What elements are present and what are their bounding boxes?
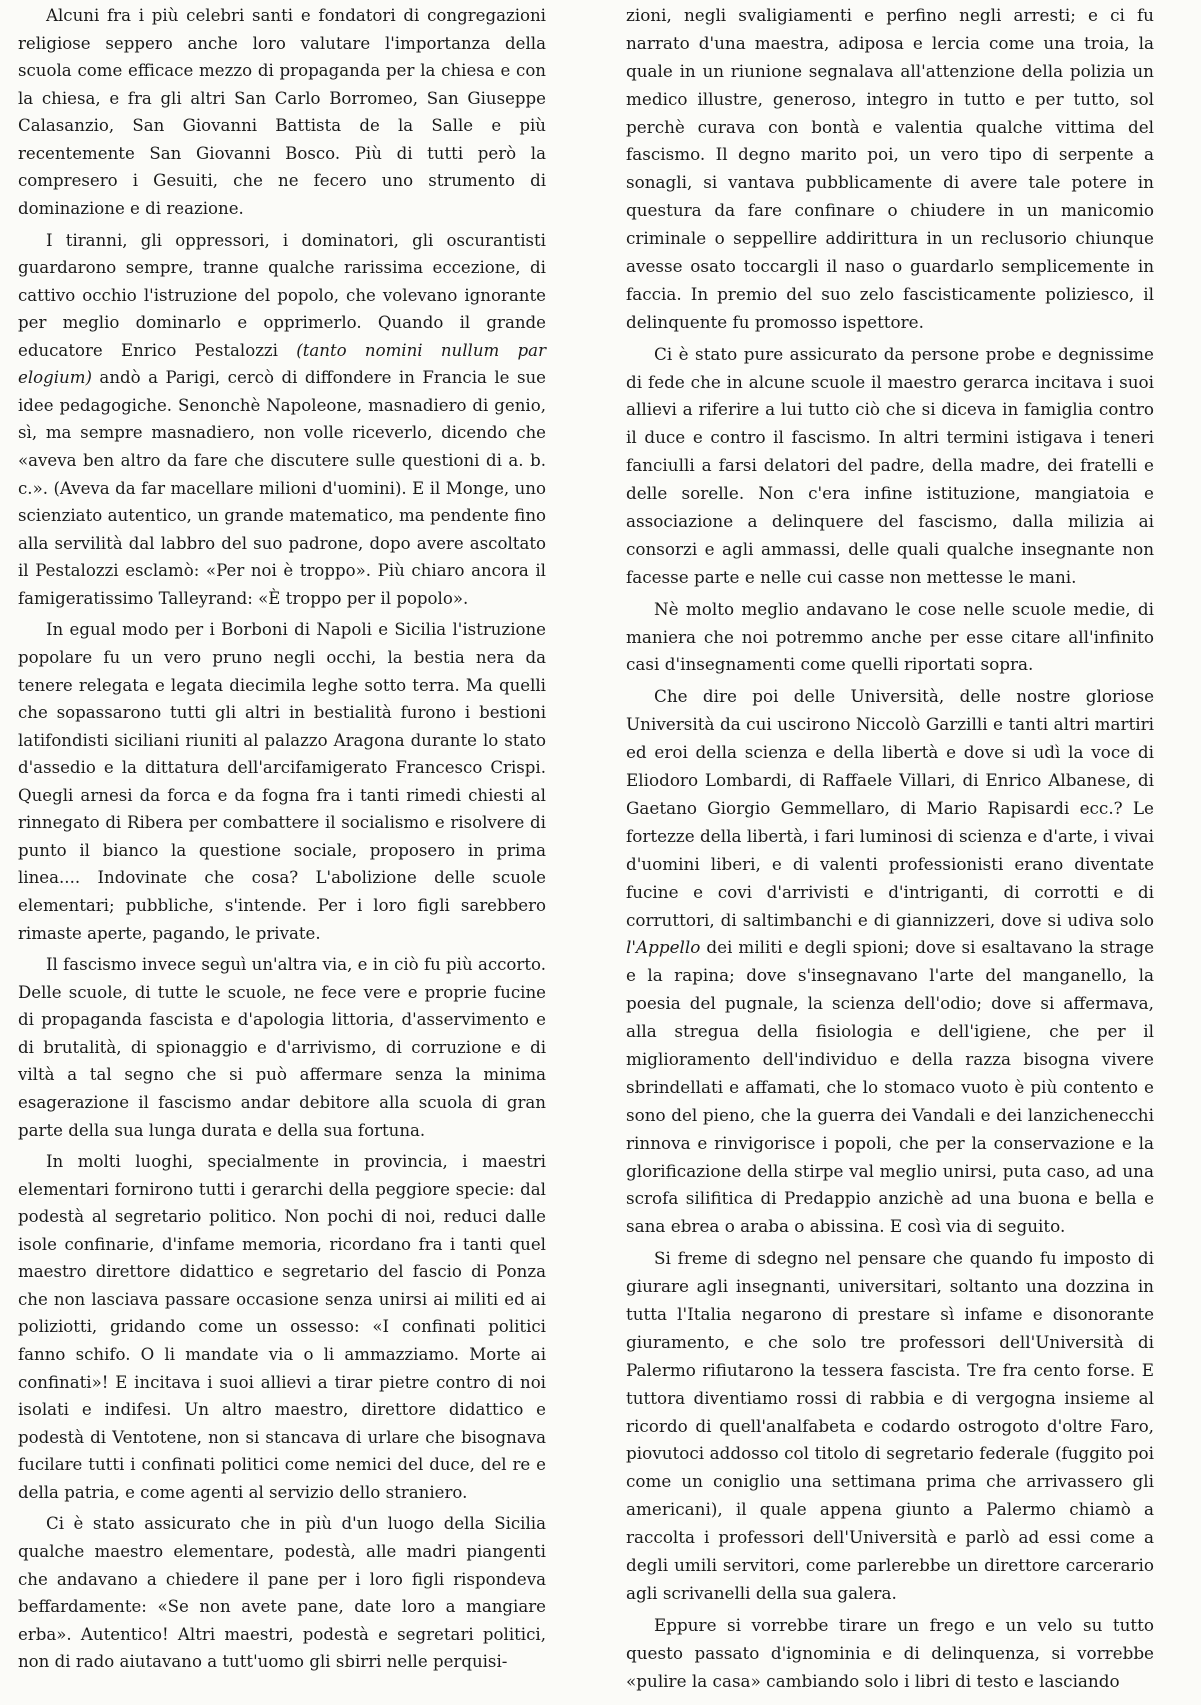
text-run: Che dire poi delle Università, delle nostre gloriose Università da cui uscirono Niccolò Garzilli e tanti altri martiri ed eroi della scienza e della libertà e dove si udì la voce di Eliodoro Lombardi, di Raffaele Villari, di Enrico Albanese, di Gaetano Giorgio Gemmellaro, di Mario Rapisardi ecc.? Le fortezze della libertà, i fari luminosi di scienza e d'arte, i vivai d'uomini liberi, e di valenti professionisti erano diventate fucine e covi d'arrivisti e d'intriganti, di corrotti e di corruttori, di saltimbanchi e di giannizzeri, dove si udiva solo [626, 686, 1154, 930]
text-run: andò a Parigi, cercò di diffondere in Francia le sue idee pedagogiche. Senonchè Napoleone, masnadiero di genio, sì, ma sempre masnadiero, non volle riceverlo, dicendo che «aveva ben altro da fare che discutere sulle questioni di a. b. c.». (Aveva da far macellare milioni d'uomini). E il Monge, uno scienziato autentico, un grande matematico, ma pendente fino alla servilità dal labbro del suo padrone, dopo avere ascoltato il Pestalozzi esclamò: «Per noi è troppo». Più chiaro ancora il famigeratissimo Talleyrand: «È troppo per il popolo». [18, 368, 546, 608]
paragraph [18, 227, 546, 613]
text-run: I tiranni, gli oppressori, i dominatori, gli oscurantisti guardarono sempre, tranne qualche rarissima eccezione, di cattivo occhio l'istruzione del popolo, che volevano ignorante per meglio dominarlo e opprimerlo. Quando il grande educatore Enrico Pestalozzi [18, 230, 546, 360]
paragraph: Eppure si vorrebbe tirare un frego e un velo su tutto questo passato d'ignominia e di delinquenza, si vorrebbe «pulire la casa» cambiando solo i libri di testo e lasciando [626, 1614, 1154, 1691]
newspaper-title: l'Appello [626, 937, 701, 958]
text-run: dei militi e degli spioni; dove si esaltavano la strage e la rapina; dove s'insegnavano l'arte del manganello, la poesia del pugnale, la scienza dell'odio; dove si affermava, alla stregua della fisiologia e dell'igiene, che per il miglioramento dell'individuo e della razza bisogna vivere sbrindellati e affamati, che lo stomaco vuoto è più contento e sono del pieno, che la guerra dei Vandali e dei lanzichenecchi rinnova e rinvigorisce i popoli, che per la conservazione e la glorificazione della stirpe val meglio unirsi, puta caso, ad una scrofa silifitica di Predappio anzichè ad una buona e bella e sana ebrea o araba o abissina. E così via di seguito. [626, 937, 1154, 1237]
latin-quote: (tanto nomini nullum par elogium) [18, 340, 546, 388]
paragraph: Ci è stato pure assicurato da persone probe e degnissime di fede che in alcune scuole il maestro gerarca incitava i suoi allievi a riferire a lui tutto ciò che si diceva in famiglia contro il duce e contro il fascismo. In altri termini istigava i teneri fanciulli a farsi delatori del padre, della madre, dei fratelli e delle sorelle. Non c'era infine istituzione, mangiatoia e associazione a delinquere del fascismo, dalla milizia ai consorzi e agli ammassi, delle quali qualche insegnante non facesse parte e nelle cui casse non mettesse le mani. [626, 343, 1154, 587]
paragraph [626, 683, 1154, 1241]
right-column [626, 2, 1154, 1699]
paragraph: In molti luoghi, specialmente in provincia, i maestri elementari fornirono tutti i gerarchi della peggiore specie: dal podestà al segretario politico. Non pochi di noi, reduci dalle isole confinarie, d'infame memoria, ricordano fra i tanti quel maestro direttore didattico e segretario del fascio di Ponza che non lasciava passare occasione senza unirsi ai militi ed ai poliziotti, gridando come un ossesso: «I confinati politici fanno schifo. O li mandate via o li ammazziamo. Morte ai confinati»! E incitava i suoi allievi a tirar pietre contro di noi isolati e indifesi. Un altro maestro, direttore didattico e podestà di Ventotene, non si stancava di urlare che bisognava fucilare tutti i confinati politici come nemici del duce, del re e della patria, e come agenti al servizio dello straniero. [18, 1152, 546, 1502]
paragraph: Il fascismo invece seguì un'altra via, e in ciò fu più accorto. Delle scuole, di tutte le scuole, ne fece vere e proprie fucine di propaganda fascista e d'apologia littoria, d'asservimento e di brutalità, di spionaggio e d'arrivismo, di corruzione e di viltà a tal segno che si può affermare senza la minima esagerazione il fascismo andar debitore alla scuola di gran parte della sua lunga durata e della sua fortuna. [18, 955, 546, 1140]
left-column [18, 2, 546, 1680]
paragraph: zioni, negli svaligiamenti e perfino negli arresti; e ci fu narrato d'una maestra, adiposa e lercia come una troia, la quale in un riunione segnalava all'attenzione della polizia un medico illustre, generoso, integro in tutto e per tutto, sol perchè curava con bontà e valentia qualche vittima del fascismo. Il degno marito poi, un vero tipo di serpente a sonagli, si vantava pubblicamente di avere tale potere in questura da fare confinare o chiudere in un manicomio criminale o seppellire addirittura in un reclusorio chiunque avesse osato toccargli il naso o guardarlo semplicemente in faccia. In premio del suo zelo fascisticamente poliziesco, il delinquente fu promosso ispettore. [626, 5, 1154, 332]
paragraph: Si freme di sdegno nel pensare che quando fu imposto di giurare agli insegnanti, universitari, soltanto una dozzina in tutta l'Italia negarono di prestare sì infame e disonorante giuramento, e che solo tre professori dell'Università di Palermo rifiutarono la tessera fascista. Tre fra cento forse. E tuttora diventiamo rossi di rabbia e di vergogna insieme al ricordo di quell'analfabeta e codardo ostrogoto d'oltre Faro, piovutoci addosso col titolo di segretario federale (fuggito poi come un coniglio una settimana prima che arrivassero gli americani), il quale appena giunto a Palermo chiamò a raccolta i professori dell'Università e parlò ad essi come a degli umili servitori, come parlerebbe un direttore carcerario agli scrivanelli della sua galera. [626, 1248, 1154, 1603]
paragraph: Ci è stato assicurato che in più d'un luogo della Sicilia qualche maestro elementare, podestà, alle madri piangenti che andavano a chiedere il pane per i loro figli rispondeva beffardamente: «Se non avete pane, date loro a mangiare erba». Autentico! Altri maestri, podestà e segretari politici, non di rado aiutavano a tutt'uomo gli sbirri nelle perquisi- [18, 1514, 546, 1672]
paragraph: Alcuni fra i più celebri santi e fondatori di congregazioni religiose seppero anche loro valutare l'importanza della scuola come efficace mezzo di propaganda per la chiesa e con la chiesa, e fra gli altri San Carlo Borromeo, San Giuseppe Calasanzio, San Giovanni Battista de la Salle e più recentemente San Giovanni Bosco. Più di tutti però la compresero i Gesuiti, che ne fecero uno strumento di dominazione e di reazione. [18, 6, 546, 218]
paragraph: Nè molto meglio andavano le cose nelle scuole medie, di maniera che noi potremmo anche per esse citare all'infinito casi d'insegnamenti come quelli riportati sopra. [626, 598, 1154, 675]
paragraph: In egual modo per i Borboni di Napoli e Sicilia l'istruzione popolare fu un vero pruno negli occhi, la bestia nera da tenere relegata e legata diecimila leghe sotto terra. Ma quelli che sopassarono tutti gli altri in bestialità furono i bestioni latifondisti siciliani riuniti al palazzo Aragona durante lo stato d'assedio e la dittatura dell'arcifamigerato Francesco Crispi. Quegli arnesi da forca e da fogna fra i tanti rimedi chiesti al rinnegato di Ribera per combattere il socialismo e risolvere di punto il bianco la questione sociale, proposero in prima linea.... Indovinate che cosa? L'abolizione delle scuole elementari; pubbliche, s'intende. Per i loro figli sarebbero rimaste aperte, pagando, le private. [18, 620, 546, 943]
